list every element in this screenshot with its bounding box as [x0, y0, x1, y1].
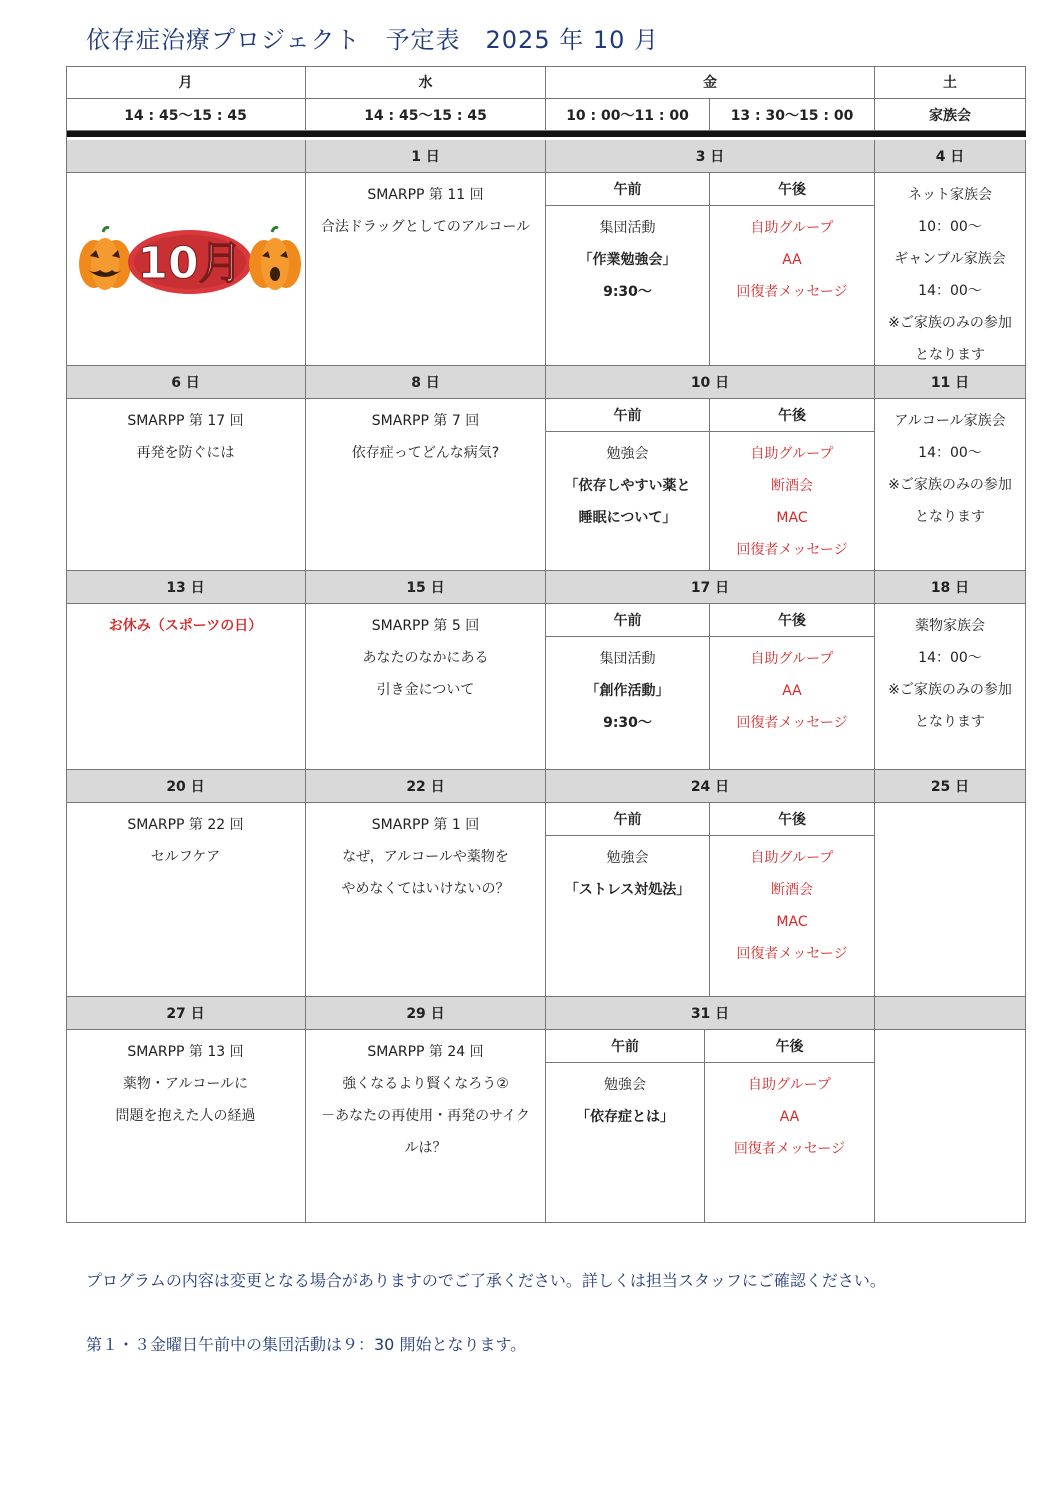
cell-line: SMARPP 第 24 回: [367, 1044, 484, 1060]
day-cell-monday: 27 日: [66, 997, 306, 1030]
cell-line: アルコール家族会: [894, 413, 1006, 429]
monday-program: [66, 1030, 306, 1223]
header-friday: 金: [546, 66, 875, 99]
cell-line: －あなたの再使用・再発のサイク: [321, 1108, 530, 1124]
day-cell-saturday: 4 日: [875, 140, 1026, 173]
cell-line: 断酒会: [771, 478, 813, 494]
cell-line: となります: [915, 509, 985, 525]
day-cell-wednesday: 1 日: [306, 140, 546, 173]
cell-line: AA: [779, 1109, 800, 1125]
monday-program: [66, 399, 306, 571]
cell-line: SMARPP 第 17 回: [127, 413, 244, 429]
day-cell-wednesday: 8 日: [306, 366, 546, 399]
friday-am-program: [546, 206, 710, 366]
cell-line: セルフケア: [150, 849, 221, 865]
cell-line: SMARPP 第 22 回: [127, 817, 244, 833]
friday-pm-label: 午後: [710, 803, 875, 836]
cell-line: ※ご家族のみの参加: [888, 315, 1012, 331]
cell-line: 断酒会: [771, 882, 813, 898]
day-cell-monday: 6 日: [66, 366, 306, 399]
wednesday-program: [306, 803, 546, 997]
cell-line: ルは？: [404, 1140, 447, 1156]
cell-line: MAC: [776, 914, 808, 930]
day-cell-wednesday: 29 日: [306, 997, 546, 1030]
day-cell-wednesday: 22 日: [306, 770, 546, 803]
friday-am-label: 午前: [546, 1030, 705, 1063]
friday-am-program: [546, 836, 710, 997]
friday-pm-program: [710, 637, 875, 770]
note-start-time: 第１・３金曜日午前中の集団活動は９：30 開始となります。: [86, 1335, 527, 1354]
cell-line: ※ご家族のみの参加: [888, 682, 1012, 698]
day-cell-saturday: 11 日: [875, 366, 1026, 399]
cell-line: SMARPP 第 5 回: [371, 618, 480, 634]
friday-pm-label: 午後: [705, 1030, 875, 1063]
cell-line: AA: [782, 252, 802, 268]
wednesday-program: [306, 1030, 546, 1223]
cell-line: 14：00〜: [918, 650, 982, 666]
cell-line: となります: [915, 714, 985, 730]
friday-am-label: 午前: [546, 173, 710, 206]
saturday-program: [875, 604, 1026, 770]
day-cell-monday: [66, 140, 306, 173]
cell-line: SMARPP 第 7 回: [371, 413, 480, 429]
cell-line: 自助グループ: [748, 1077, 831, 1093]
cell-line: 依存症ってどんな病気?: [351, 445, 500, 461]
header-wednesday-time: 14 : 45〜15 : 45: [306, 99, 546, 131]
cell-line: 「作業勉強会」: [578, 252, 677, 268]
header-saturday-label: 家族会: [875, 99, 1026, 131]
cell-line: 強くなるより賢くなろう②: [342, 1076, 509, 1092]
day-cell-wednesday: 15 日: [306, 571, 546, 604]
friday-am-program: [546, 1063, 705, 1223]
friday-am-label: 午前: [546, 399, 710, 432]
cell-line: 14：00〜: [918, 283, 982, 299]
wednesday-program: [306, 173, 546, 366]
day-cell-saturday: 18 日: [875, 571, 1026, 604]
day-cell-friday: 24 日: [546, 770, 875, 803]
wednesday-program: [306, 604, 546, 770]
note-change-notice: プログラムの内容は変更となる場合がありますのでご了承ください。詳しくは担当スタッフにご確認ください。: [86, 1271, 886, 1290]
header-wednesday: 水: [306, 66, 546, 99]
friday-pm-program: [710, 836, 875, 997]
cell-line: なぜ，アルコールや薬物を: [342, 849, 509, 865]
cell-line: SMARPP 第 11 回: [367, 187, 484, 203]
wednesday-program: [306, 399, 546, 571]
cell-line: 「ストレス対処法」: [564, 882, 691, 898]
cell-line: ネット家族会: [908, 187, 992, 203]
saturday-program: [875, 399, 1026, 571]
day-cell-friday: 31 日: [546, 997, 875, 1030]
day-cell-friday: 3 日: [546, 140, 875, 173]
cell-line: 9:30〜: [603, 715, 652, 731]
cell-line: 集団活動: [599, 651, 656, 667]
cell-line: 回復者メッセージ: [736, 284, 848, 300]
cell-line: 引き金について: [376, 682, 475, 698]
cell-line: SMARPP 第 13 回: [127, 1044, 244, 1060]
day-cell-saturday: [875, 997, 1026, 1030]
friday-pm-label: 午後: [710, 399, 875, 432]
friday-pm-program: [710, 206, 875, 366]
header-friday-am-time: 10 : 00〜11 : 00: [546, 99, 710, 131]
cell-line: 勉強会: [606, 850, 649, 866]
header-saturday: 土: [875, 66, 1026, 99]
day-cell-friday: 17 日: [546, 571, 875, 604]
cell-line: あなたのなかにある: [362, 650, 489, 666]
cell-line: 「創作活動」: [585, 683, 670, 699]
header-monday: 月: [66, 66, 306, 99]
october-pumpkin-illustration: [74, 226, 306, 298]
header-friday-pm-time: 13 : 30〜15 : 00: [710, 99, 875, 131]
pumpkin-icon: [79, 228, 131, 291]
cell-line: 集団活動: [599, 220, 656, 236]
cell-line: 勉強会: [606, 446, 649, 462]
friday-pm-program: [705, 1063, 875, 1223]
cell-line: SMARPP 第 1 回: [371, 817, 480, 833]
day-cell-saturday: 25 日: [875, 770, 1026, 803]
cell-line: 9:30〜: [603, 284, 652, 300]
friday-pm-label: 午後: [710, 173, 875, 206]
cell-line: 自助グループ: [750, 446, 834, 462]
cell-line: お休み（スポーツの日）: [108, 618, 263, 634]
cell-line: 「依存しやすい薬と: [564, 478, 691, 494]
cell-line: 自助グループ: [750, 850, 834, 866]
cell-line: となります: [915, 347, 985, 363]
cell-line: 回復者メッセージ: [736, 542, 848, 558]
saturday-program: [875, 173, 1026, 366]
cell-line: 合法ドラッグとしてのアルコール: [320, 219, 531, 235]
friday-pm-label: 午後: [710, 604, 875, 637]
pumpkin-icon: [249, 228, 301, 291]
friday-am-label: 午前: [546, 604, 710, 637]
cell-line: AA: [782, 683, 802, 699]
header-divider: [66, 131, 1026, 137]
cell-line: 14：00〜: [918, 445, 982, 461]
cell-line: やめなくてはいけないの？: [341, 881, 510, 897]
day-cell-monday: 13 日: [66, 571, 306, 604]
cell-line: 睡眠について」: [578, 510, 677, 526]
cell-line: 再発を防ぐには: [136, 445, 235, 461]
friday-am-program: [546, 637, 710, 770]
cell-line: 勉強会: [604, 1077, 646, 1093]
cell-line: 薬物・アルコールに: [122, 1076, 249, 1092]
cell-line: MAC: [776, 510, 808, 526]
friday-am-program: [546, 432, 710, 571]
month-badge-text: 10月: [137, 238, 243, 289]
cell-line: 回復者メッセージ: [736, 715, 848, 731]
friday-pm-program: [710, 432, 875, 571]
page-title: 依存症治療プロジェクト 予定表 2025 年 10 月: [86, 26, 660, 54]
cell-line: 問題を抱えた人の経過: [115, 1108, 256, 1124]
day-cell-friday: 10 日: [546, 366, 875, 399]
header-monday-time: 14 : 45〜15 : 45: [66, 99, 306, 131]
cell-line: 自助グループ: [750, 651, 834, 667]
cell-line: 回復者メッセージ: [736, 946, 848, 962]
monday-program: [66, 803, 306, 997]
cell-line: ※ご家族のみの参加: [888, 477, 1012, 493]
saturday-program: [875, 1030, 1026, 1223]
cell-line: 薬物家族会: [915, 618, 985, 634]
cell-line: 回復者メッセージ: [733, 1141, 846, 1157]
monday-program: [66, 604, 306, 770]
saturday-program: [875, 803, 1026, 997]
friday-am-label: 午前: [546, 803, 710, 836]
cell-line: 「依存症とは」: [576, 1109, 674, 1125]
cell-line: 10：00〜: [918, 219, 982, 235]
cell-line: 自助グループ: [750, 220, 834, 236]
day-cell-monday: 20 日: [66, 770, 306, 803]
cell-line: ギャンブル家族会: [894, 251, 1006, 267]
